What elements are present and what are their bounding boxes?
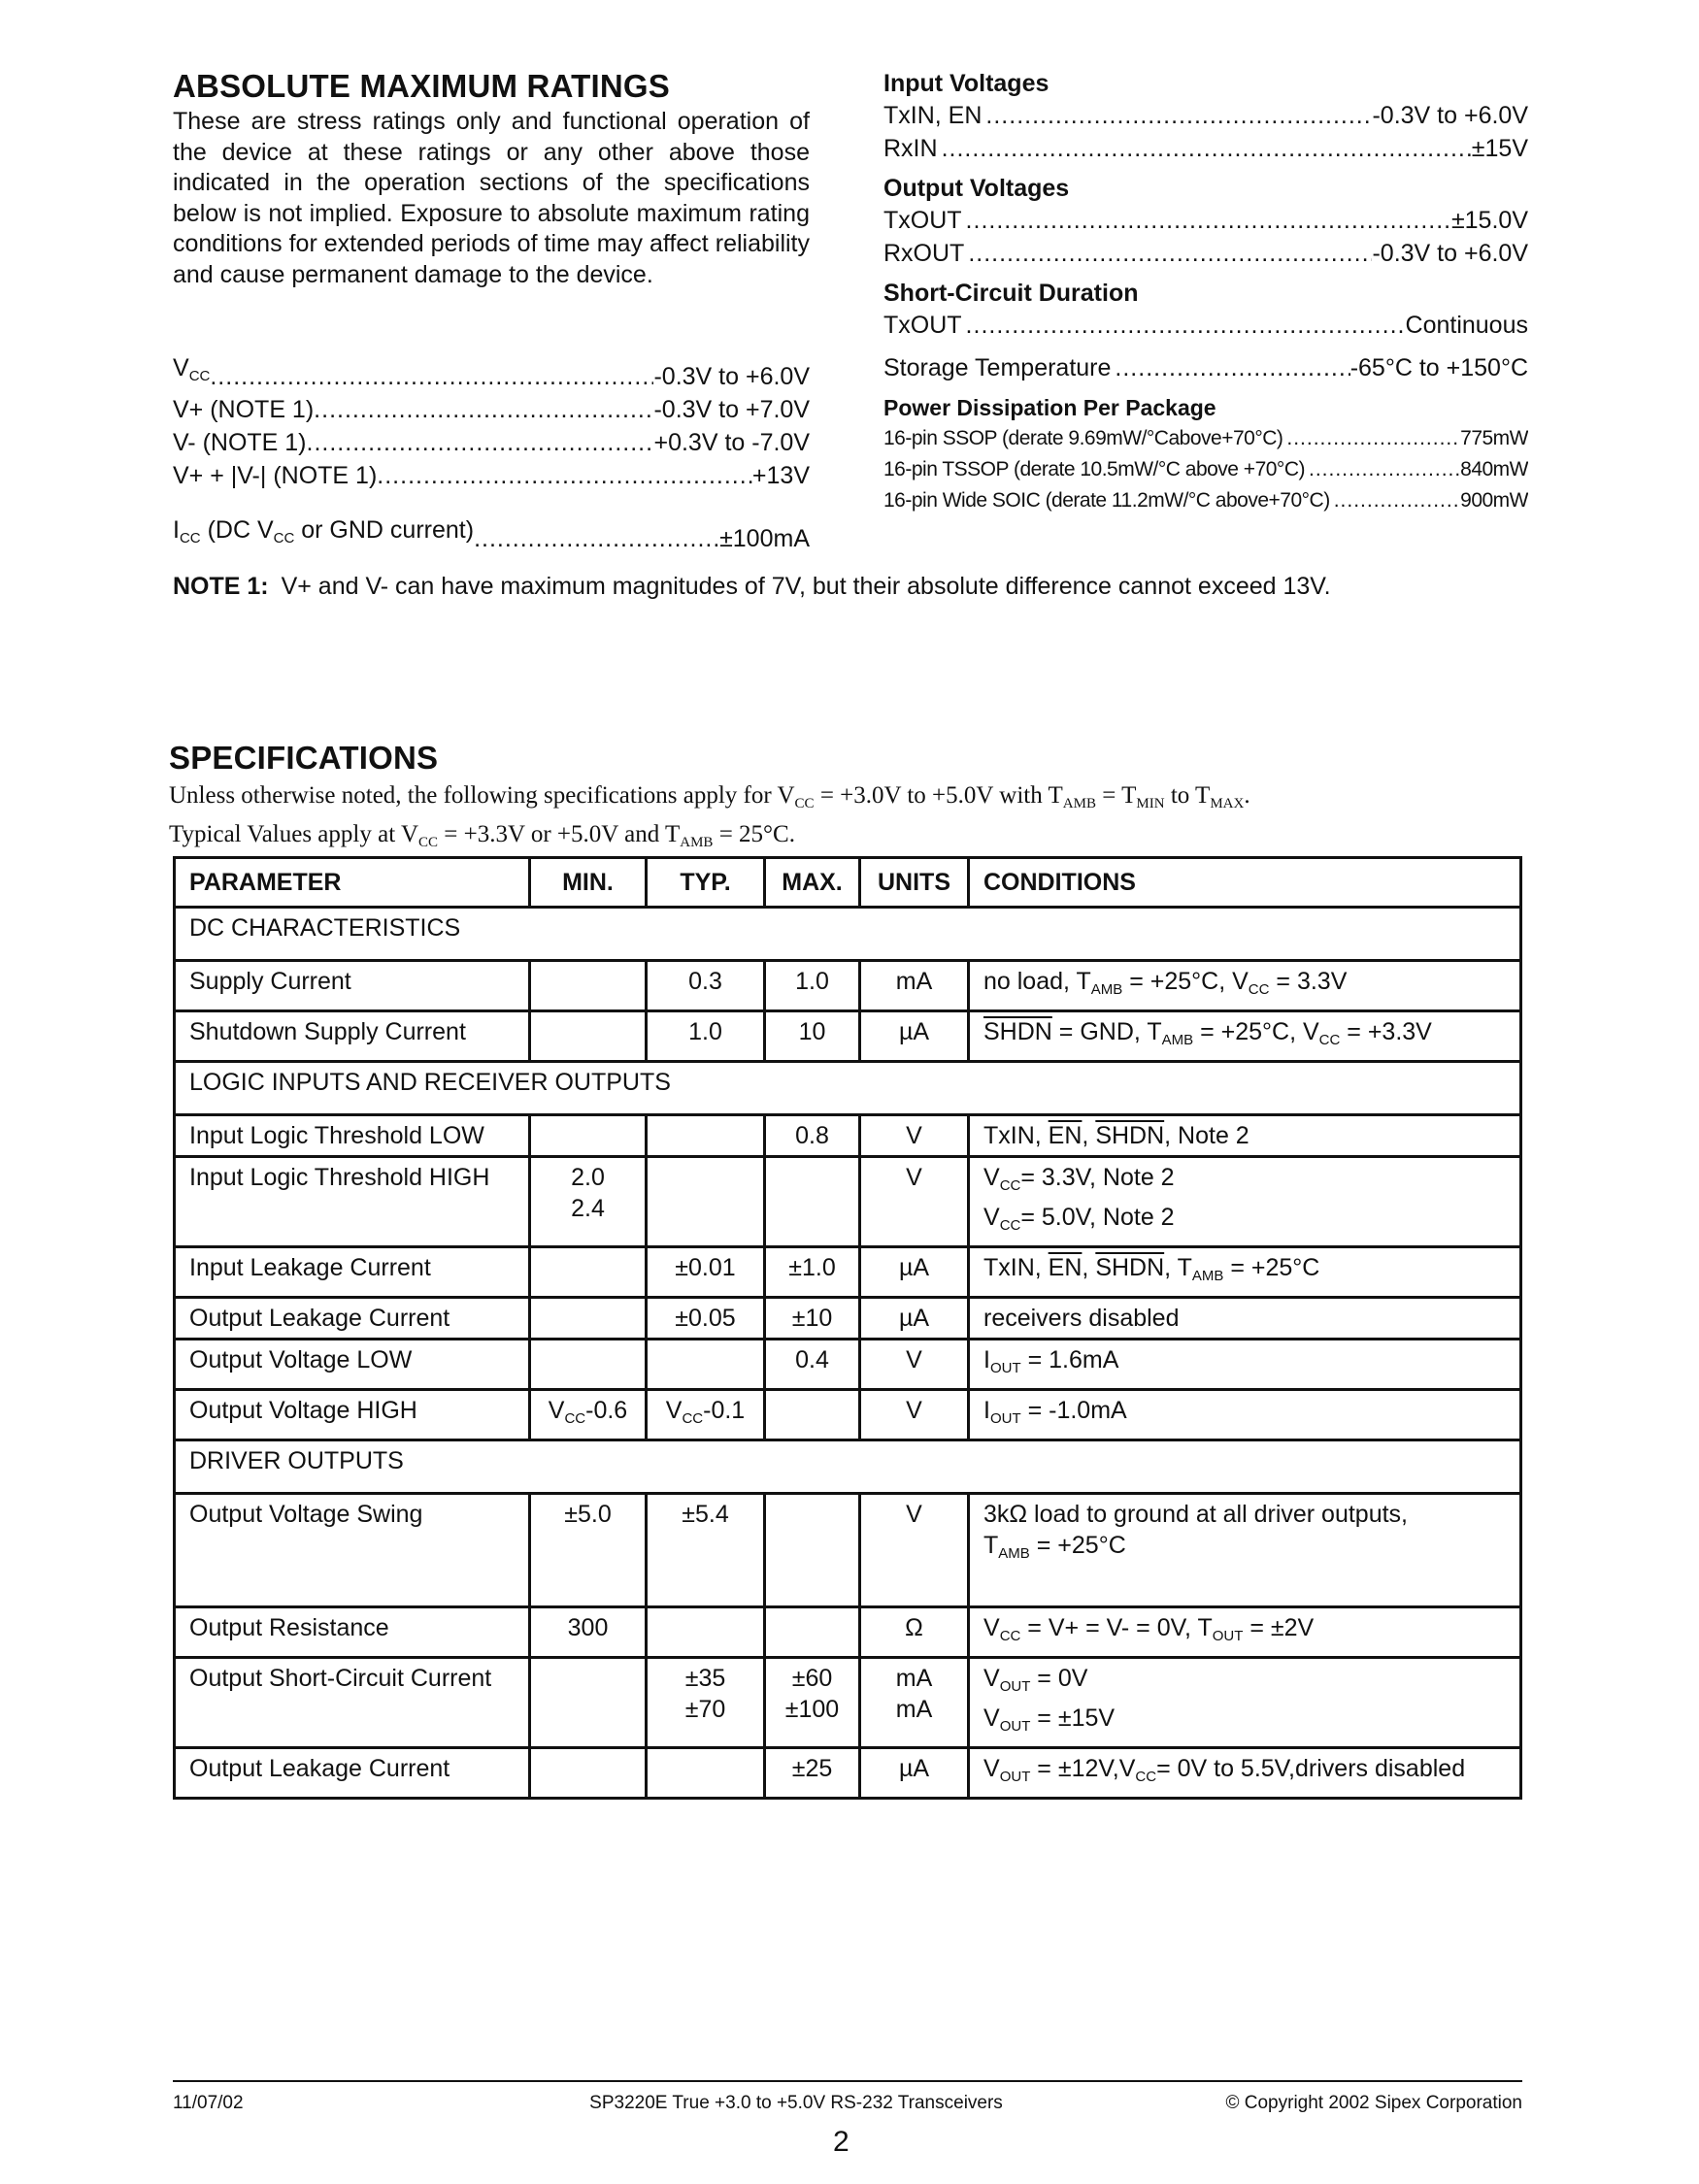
ratings-intro: These are stress ratings only and functional operation of the device at these ratings or any other above those indicated in the operation sections of the specifications below is not implied. Exposure to absolute maximum rating conditions for extended periods of time may affect reliability and cause permanent damage to the device. (173, 108, 810, 288)
table-row: Input Logic Threshold HIGH 2.0 2.4 V $V_{CC}= 3.3V$, Note 2 $V_{CC}= 5.0V$, Note 2 (175, 1157, 1521, 1247)
rating-vplus: V+ (NOTE 1) ..... -0.3V to +7.0V (173, 393, 810, 426)
rating-pkg-ssop: 16-pin SSOP (derate 9.69mW/°Cabove+70°C) ..... 775mW (883, 423, 1528, 454)
table-header-row (175, 858, 1521, 908)
spec-intro-line-2: Typical Values apply at $V_{CC} = +3.3V$ or +5.0V and $T_{AMB} = 25^\circ C$. (169, 821, 795, 850)
rating-txout: TxOUT ..... ±15.0V (883, 204, 1528, 237)
table-row: Output Leakage Current ±25 µA $V_{OUT} = \pm 12V,V_{CC}= 0V$ to 5.5V,drivers disabled (175, 1748, 1521, 1799)
table-row: Output Voltage LOW 0.4 V $I_{OUT} = 1.6mA$ (175, 1340, 1521, 1390)
footer-date: 11/07/02 (173, 2093, 244, 2113)
footer-divider (173, 2080, 1522, 2082)
table-row: Output Voltage Swing ±5.0 ±5.4 V 3kΩ load to ground at all driver outputs, $T_{AMB} = +25^\circ C$ (175, 1494, 1521, 1607)
header-min: MIN. (530, 858, 647, 908)
table-group-row: DRIVER OUTPUTS (175, 1440, 1521, 1494)
header-parameter: PARAMETER (175, 858, 530, 908)
table-group-row: DC CHARACTERISTICS (175, 908, 1521, 961)
note-text: V+ and V- can have maximum magnitudes of 7V, but their absolute difference cannot exceed 13V. (281, 573, 1331, 600)
table-row: Shutdown Supply Current 1.0 10 µA SHDN = GND, $T_{AMB} = +25^\circ C$, $V_{CC} = +3.3V$ (175, 1011, 1521, 1062)
rating-txout-short: TxOUT ..... Continuous (883, 309, 1528, 342)
footer-copyright: © Copyright 2002 Sipex Corporation (1225, 2093, 1522, 2113)
short-circuit-heading: Short-Circuit Duration (883, 280, 1139, 307)
rating-pkg-soic: 16-pin Wide SOIC (derate 11.2mW/°C above+70°C) ..... 900mW (883, 485, 1528, 516)
table-row: Input Logic Threshold LOW 0.8 V TxIN, $\overline{EN}$, SHDN, Note 2 (175, 1115, 1521, 1157)
header-conditions: CONDITIONS (969, 858, 1521, 908)
ratings-list (173, 351, 810, 555)
input-voltages-heading: Input Voltages (883, 70, 1049, 97)
note-label: NOTE 1: (173, 573, 269, 600)
table-row: Output Short-Circuit Current ±35 ±70 ±60 ±100 mA mA $V_{OUT} = 0V$ $V_{OUT} = \pm 15V$ (175, 1658, 1521, 1748)
rating-storage: Storage Temperature ..... -65°C to +150°C (883, 351, 1528, 384)
spec-intro (169, 780, 1528, 858)
header-units: UNITS (860, 858, 969, 908)
rating-vminus: V- (NOTE 1) ..... +0.3V to -7.0V (173, 426, 810, 459)
table-row: Output Voltage HIGH $V_{CC}-0.6$ $V_{CC}-0.1$ V $I_{OUT} = -1.0mA$ (175, 1390, 1521, 1440)
header-max: MAX. (765, 858, 860, 908)
rating-vcc-value: -0.3V to +6.0V (653, 363, 810, 390)
output-voltages-heading: Output Voltages (883, 175, 1070, 202)
table-row: Input Leakage Current ±0.01 ±1.0 µA TxIN, $\overline{EN}$, SHDN, $T_{AMB} = +25^\circ C$ (175, 1247, 1521, 1298)
rating-rxin: RxIN ..... ±15V (883, 132, 1528, 165)
rating-rxout: RxOUT ..... -0.3V to +6.0V (883, 237, 1528, 270)
table-row: Output Resistance 300 Ω $V_{CC} = V+ = V- = 0V$, $T_{OUT} = \pm 2V$ (175, 1607, 1521, 1658)
rating-pkg-tssop: 16-pin TSSOP (derate 10.5mW/°C above +70°C) ..... 840mW (883, 454, 1528, 485)
note-1 (173, 573, 1331, 601)
footer-title: SP3220E True +3.0 to +5.0V RS-232 Transceivers (589, 2093, 1003, 2113)
spec-intro-line-1: Unless otherwise noted, the following specifications apply for $V_{CC} = +3.0V$ to +5.0V with $T_{AMB} = T_{MIN}$ to $T_{MAX}$. (169, 782, 1250, 811)
rating-vcc: $V_{CC}$ ..... -0.3V to +6.0V (173, 351, 810, 393)
specifications-heading: SPECIFICATIONS (169, 740, 439, 776)
power-dissipation-heading: Power Dissipation Per Package (883, 395, 1216, 420)
header-typ: TYP. (647, 858, 765, 908)
ratings-heading: ABSOLUTE MAXIMUM RATINGS (173, 68, 670, 104)
rating-txin-en: TxIN, EN ..... -0.3V to +6.0V (883, 99, 1528, 132)
rating-icc: $I_{CC}$ (DC $V_{CC}$ or GND current) ..... ±100mA (173, 513, 810, 555)
table-row: Supply Current 0.3 1.0 mA no load, $T_{AMB} = +25^\circ C$, $V_{CC} = 3.3V$ (175, 961, 1521, 1011)
specifications-table (173, 856, 1522, 1800)
table-group-row: LOGIC INPUTS AND RECEIVER OUTPUTS (175, 1062, 1521, 1115)
table-row: Output Leakage Current ±0.05 ±10 µA receivers disabled (175, 1298, 1521, 1340)
page-number: 2 (833, 2126, 850, 2158)
ratings-right-column (883, 68, 1528, 516)
rating-vsum: V+ + |V-| (NOTE 1) ..... +13V (173, 459, 810, 492)
